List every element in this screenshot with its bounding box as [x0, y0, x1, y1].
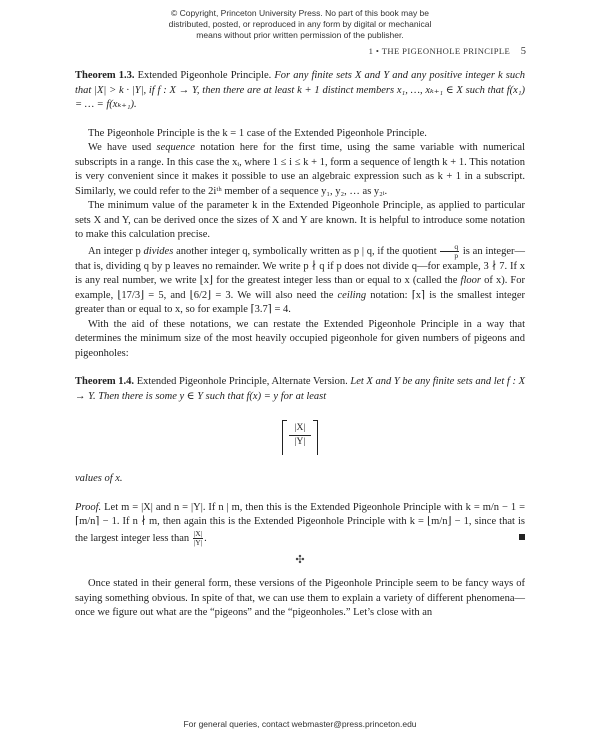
theorem-statement: For any finite sets X and Y and any positive integer k such that |X| > k · |Y|, if f : X → Y, then there are at least k + 1 distinct members x₁, …, xₖ₊₁ ∈ X such that f(x₁) = … = f(xₖ₊₁). [75, 70, 526, 110]
fraction-denominator: p [454, 250, 459, 260]
fraction-numerator: |X| [193, 528, 203, 538]
theorem-label: Theorem 1.3. [75, 70, 135, 81]
ceiling-bracket-right [313, 420, 318, 455]
fraction-q-over-p [440, 243, 459, 260]
fraction-x-over-y [193, 530, 203, 547]
copyright-notice [0, 8, 600, 41]
emphasis: ceiling [337, 289, 367, 301]
paragraph: The Pigeonhole Principle is the k = 1 case of the Extended Pigeonhole Principle. [88, 127, 427, 139]
copyright-line-3: means without prior written permission of the publisher. [196, 30, 404, 40]
copyright-line-2: distributed, posted, or reproduced in any form by digital or mechanical [168, 19, 432, 29]
proof-text: Let m = |X| and n = |Y|. If n | m, then this is the Extended Pigeonhole Principle with k = m/n − 1 = ⌈m/n⌉ − 1. If n ∤ m, then again this is the Extended Pigeonhole Principle with k = ⌊m/n⌋ − 1, since that is the largest integer less than [75, 501, 526, 544]
text-run: We have used [88, 142, 152, 153]
theorem-name: Extended Pigeonhole Principle. [137, 70, 272, 81]
bullet-separator: • [375, 46, 380, 56]
fraction-denominator: |Y| [193, 537, 203, 547]
page-body [75, 69, 525, 621]
text-run: notation: ⌈x⌉ is the smallest integer greater than or equal to x, so for example ⌈3.7⌉ = 4. [75, 289, 526, 315]
qed-square-icon [519, 534, 525, 540]
fraction-numerator: q [440, 243, 459, 252]
paragraph-divides-notation [75, 243, 525, 318]
closing-paragraph: Once stated in their general form, these versions of the Pigeonhole Principle seem to be fancy ways of saying something obvious. In spite of that, we can use them to explain a variety of different phenomena—once we figure out what are the “pigeons” and the “pigeonholes.” Let’s close with an [75, 578, 525, 618]
theorem-name: Extended Pigeonhole Principle, Alternate Version. [136, 376, 348, 387]
running-head [369, 46, 526, 57]
ceiling-bracket-left [282, 420, 287, 455]
text-run: notation here for the first time, using the same variable with numerical subscripts in a range. In this case the xᵢ, where 1 ≤ i ≤ k + 1, form a sequence of length k + 1. This notation is very convenient since it makes it possible to use an algebraic expression such as k + 1 in a subscript. Similarly, we could refer to the 2iᵗʰ member of a sequence y₁, y₂, … as y₂ᵢ. [75, 142, 526, 197]
paragraph-sequence-notation [75, 141, 525, 199]
formula-fraction [289, 422, 311, 449]
proof [75, 501, 525, 547]
paragraph: With the aid of these notations, we can restate the Extended Pigeonhole Principle in a way that determines the minimum size of the most heavily occupied pigeonhole for given numbers of pigeons and pigeonholes: [75, 318, 525, 359]
theorem-statement: Let X and Y be any finite sets and let f : X → Y. Then there is some y ∈ Y such that f(x) = y for at least [75, 376, 525, 402]
text-run: . [204, 532, 207, 544]
ceiling-formula [280, 418, 320, 458]
text-run: is an integer—that is, dividing q by p leaves no remainder. We write p ∤ q if p does not divide q—for example, 3 ∤ 7. If x is any real number, we write ⌊x⌋ for the greatest integer less than or equal to x (called the [75, 245, 525, 286]
emphasis: floor [460, 275, 481, 286]
paragraph: The minimum value of the parameter k in the Extended Pigeonhole Principle, as applied to particular sets X and Y, can be derived once the sizes of X and Y are known. It is helpful to introduce some notation to make this calculation precise. [75, 200, 525, 240]
theorem-label: Theorem 1.4. [75, 376, 135, 387]
fraction-numerator: |X| [289, 422, 311, 436]
emphasis: divides [143, 245, 174, 257]
page-number: 5 [520, 46, 526, 57]
chapter-number: 1 [368, 46, 374, 56]
proof-label: Proof. [75, 501, 102, 513]
chapter-title: THE PIGEONHOLE PRINCIPLE [381, 46, 511, 56]
theorem-1-4 [75, 375, 525, 404]
section-ornament-icon: ✣ [295, 553, 305, 566]
copyright-line-1: © Copyright, Princeton University Press. No part of this book may be [170, 8, 430, 18]
footer-contact: For general queries, contact webmaster@press.princeton.edu [183, 719, 417, 729]
fraction-denominator: |Y| [294, 437, 306, 447]
text-run: An integer p [88, 245, 141, 257]
text-run: of x). For example, ⌊17/3⌋ = 5, and ⌊6/2⌋ = 3. We will also need the [75, 275, 526, 301]
theorem-continuation: values of x. [75, 473, 123, 484]
text-run: another integer q, symbolically written as p | q, if the quotient [176, 245, 437, 257]
emphasis: sequence [156, 142, 195, 153]
theorem-1-3 [75, 69, 525, 113]
